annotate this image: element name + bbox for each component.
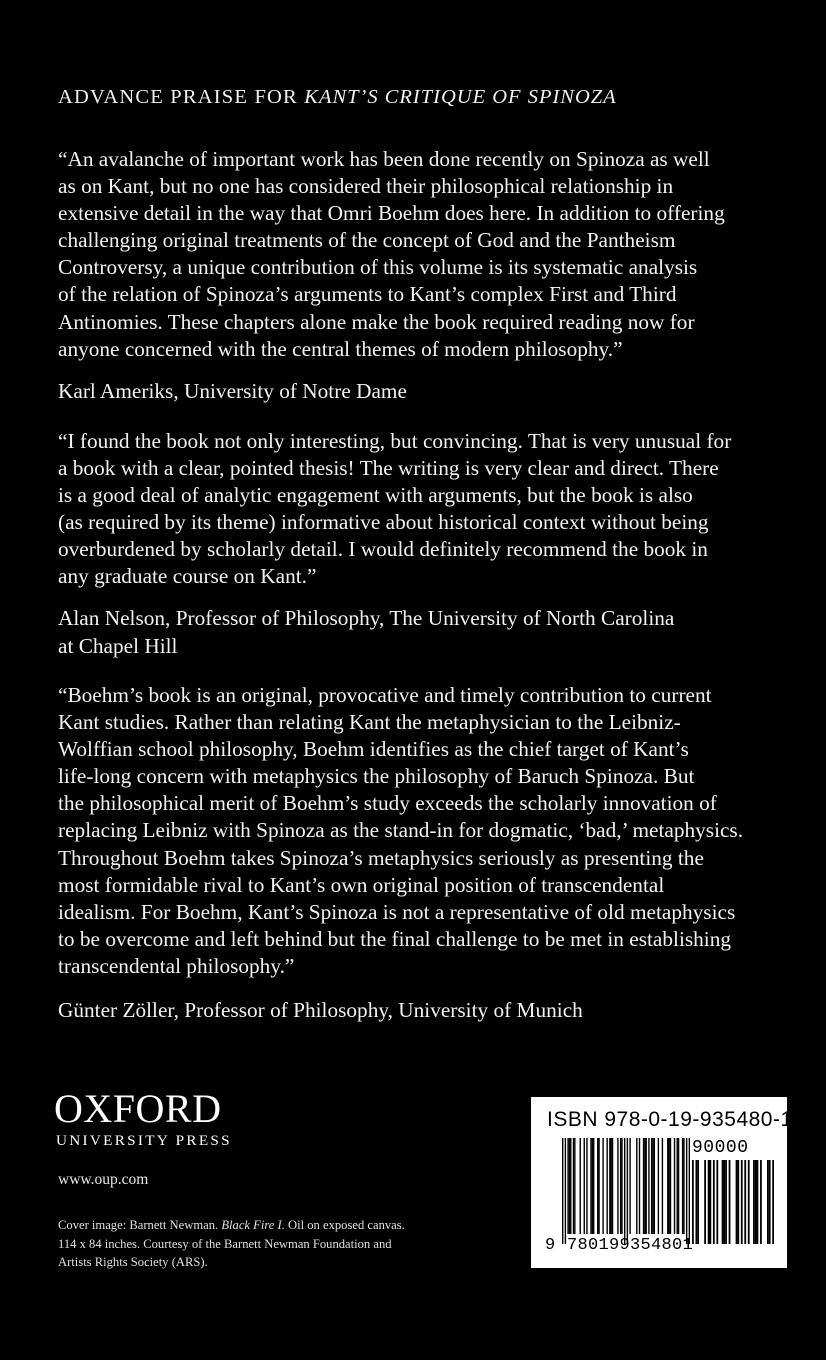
- addon-bar: [722, 1160, 724, 1244]
- barcode-bar: [602, 1138, 603, 1234]
- addon-bar: [760, 1160, 762, 1244]
- quote-line: life-long concern with metaphysics the philosophy of Baruch Spinoza. But: [58, 764, 695, 789]
- credit-line-3: Artists Rights Society (ARS).: [58, 1255, 208, 1269]
- addon-bar: [755, 1160, 757, 1244]
- addon-bar: [692, 1160, 694, 1244]
- artwork-title: Black Fire I.: [221, 1218, 285, 1232]
- credit-prefix: Cover image: Barnett Newman.: [58, 1218, 222, 1232]
- addon-bar: [704, 1160, 706, 1244]
- quote-line: any graduate course on Kant.”: [58, 564, 317, 589]
- barcode-bar: [584, 1138, 585, 1234]
- barcode-bar: [621, 1138, 622, 1234]
- price-addon-barcode: [692, 1160, 774, 1246]
- barcode-bar: [646, 1138, 647, 1234]
- barcode-bar: [651, 1138, 652, 1234]
- quote-line: overburdened by scholarly detail. I would definitely recommend the book in: [58, 537, 708, 562]
- barcode-bar: [629, 1138, 630, 1234]
- quote-line: (as required by its theme) informative about historical context without being: [58, 510, 709, 535]
- addon-bar: [744, 1160, 746, 1244]
- quote-line: Antinomies. These chapters alone make the book required reading now for: [58, 309, 695, 334]
- publisher-url: www.oup.com: [58, 1171, 149, 1188]
- praise-heading-prefix: ADVANCE PRAISE FOR: [58, 86, 305, 108]
- quote-line: to be overcome and left behind but the final challenge to be met in establishing: [58, 926, 732, 951]
- addon-bar: [723, 1160, 725, 1244]
- barcode-bar: [670, 1138, 671, 1234]
- quote-line: transcendental philosophy.”: [58, 953, 295, 978]
- attribution-line: Karl Ameriks, University of Notre Dame: [58, 379, 407, 403]
- barcode-bar: [682, 1138, 683, 1234]
- review-quote-3: [58, 682, 807, 980]
- barcode-bar: [677, 1138, 678, 1234]
- quote-line: challenging original treatments of the concept of God and the Pantheism: [58, 228, 676, 253]
- quote-line: Controversy, a unique contribution of this volume is its systematic analysis: [58, 255, 698, 280]
- barcode-bar: [620, 1138, 621, 1234]
- addon-bar: [772, 1160, 774, 1244]
- quote-line: idealism. For Boehm, Kant’s Spinoza is not a representative of old metaphysics: [58, 899, 736, 924]
- barcode-bar: [678, 1138, 679, 1234]
- addon-bar: [708, 1160, 710, 1244]
- barcode-bar: [567, 1138, 568, 1234]
- quote-line: the philosophical merit of Boehm’s study exceeds the scholarly innovation of: [58, 791, 717, 816]
- barcode-bar: [683, 1138, 684, 1234]
- barcode-bar: [689, 1138, 690, 1244]
- barcode-bar: [674, 1138, 675, 1234]
- quote-line: Throughout Boehm takes Spinoza’s metaphysics seriously as presenting the: [58, 845, 704, 870]
- quote-line: Kant studies. Rather than relating Kant the metaphysician to the Leibniz-: [58, 710, 681, 735]
- quote-line: of the relation of Spinoza’s arguments to Kant’s complex First and Third: [58, 282, 677, 307]
- barcode-bar: [648, 1138, 649, 1234]
- barcode-bar: [612, 1138, 613, 1234]
- barcode-bar: [624, 1138, 625, 1244]
- barcode-bar: [627, 1138, 628, 1244]
- credit-line-2: 114 x 84 inches. Courtesy of the Barnett Newman Foundation and: [58, 1236, 392, 1251]
- review-quote-1: [58, 146, 807, 363]
- barcode-bar: [643, 1138, 644, 1234]
- addon-bar: [769, 1160, 771, 1244]
- barcode-bar: [652, 1138, 653, 1234]
- quote-line: is a good deal of analytic engagement with arguments, but the book is also: [58, 483, 693, 508]
- addon-bar: [741, 1160, 743, 1244]
- credit-line-1: [58, 1216, 498, 1235]
- addon-bar: [736, 1160, 738, 1244]
- attribution-line: at Chapel Hill: [58, 633, 178, 658]
- barcode-bar: [667, 1138, 668, 1234]
- quote-line: extensive detail in the way that Omri Boehm does here. In addition to offering: [58, 201, 725, 226]
- barcode-bar: [636, 1138, 637, 1234]
- oxford-logo: OXFORD: [54, 1086, 222, 1131]
- addon-bar: [725, 1160, 727, 1244]
- addon-bar: [695, 1160, 697, 1244]
- quote-line: most formidable rival to Kant’s own original position of transcendental: [58, 872, 665, 897]
- addon-bar: [729, 1160, 731, 1244]
- barcode-bar: [562, 1138, 563, 1244]
- review-attribution-1: [58, 378, 807, 406]
- barcode-bar: [570, 1138, 571, 1234]
- quote-line: anyone concerned with the central themes of modern philosophy.”: [58, 336, 623, 361]
- barcode-bar: [565, 1138, 566, 1244]
- barcode-right-digits: 354801: [630, 1236, 694, 1255]
- barcode-bar: [593, 1138, 594, 1234]
- quote-line: Wolffian school philosophy, Boehm identifies as the chief target of Kant’s: [58, 737, 689, 762]
- barcode-bar: [597, 1138, 598, 1234]
- barcode-bar: [617, 1138, 618, 1234]
- quote-line: a book with a clear, pointed thesis! The writing is very clear and direct. There: [58, 456, 719, 481]
- praise-heading: [58, 86, 617, 109]
- barcode-bar: [609, 1138, 610, 1234]
- barcode-bar: [644, 1138, 645, 1234]
- review-quote-2: [58, 428, 807, 591]
- attribution-line: Günter Zöller, Professor of Philosophy, University of Munich: [58, 998, 583, 1022]
- addon-bar: [757, 1160, 759, 1244]
- barcode-bar: [598, 1138, 599, 1234]
- addon-bar: [737, 1160, 739, 1244]
- quote-line: “I found the book not only interesting, but convincing. That is very unusual for: [58, 429, 732, 453]
- addon-bar: [753, 1160, 755, 1244]
- barcode-bar: [654, 1138, 655, 1234]
- barcode-bar: [662, 1138, 663, 1234]
- book-title: KANT’S CRITIQUE OF SPINOZA: [304, 86, 617, 108]
- barcode-bar: [580, 1138, 581, 1234]
- addon-bar: [713, 1160, 715, 1244]
- credit-suffix: Oil on exposed canvas.: [284, 1218, 405, 1232]
- barcode-bar: [590, 1138, 591, 1234]
- addon-bar: [716, 1160, 718, 1244]
- barcode-bar: [592, 1138, 593, 1234]
- barcode-left-digits: 780199: [567, 1236, 631, 1255]
- barcode-bar: [569, 1138, 570, 1234]
- price-code: 90000: [692, 1138, 749, 1158]
- review-attribution-3: [58, 997, 807, 1025]
- barcode-bar: [611, 1138, 612, 1234]
- barcode-bar: [574, 1138, 575, 1234]
- quote-line: replacing Leibniz with Spinoza as the stand-in for dogmatic, ‘bad,’ metaphysics.: [58, 818, 744, 843]
- quote-line: “Boehm’s book is an original, provocative and timely contribution to current: [58, 683, 712, 707]
- barcode-bar: [606, 1138, 607, 1234]
- barcode-bar: [586, 1138, 587, 1234]
- barcode-bar: [668, 1138, 669, 1234]
- isbn-label: ISBN 978-0-19-935480-1: [547, 1108, 793, 1131]
- addon-bar: [709, 1160, 711, 1244]
- university-press-label: UNIVERSITY PRESS: [56, 1132, 232, 1149]
- barcode-first-digit: 9: [545, 1236, 556, 1255]
- barcode-bar: [658, 1138, 659, 1234]
- barcode-bar: [686, 1138, 687, 1244]
- addon-bar: [697, 1160, 699, 1244]
- barcode-bar: [573, 1138, 574, 1234]
- cover-image-credit: [58, 1216, 498, 1272]
- review-attribution-2: [58, 605, 807, 660]
- quote-line: as on Kant, but no one has considered their philosophical relationship in: [58, 174, 674, 199]
- attribution-line: Alan Nelson, Professor of Philosophy, The University of North Carolina: [58, 606, 675, 630]
- addon-bar: [748, 1160, 750, 1244]
- barcode-bar: [639, 1138, 640, 1234]
- addon-bar: [767, 1160, 769, 1244]
- quote-line: “An avalanche of important work has been done recently on Spinoza as well: [58, 147, 710, 171]
- ean-barcode: [562, 1138, 690, 1246]
